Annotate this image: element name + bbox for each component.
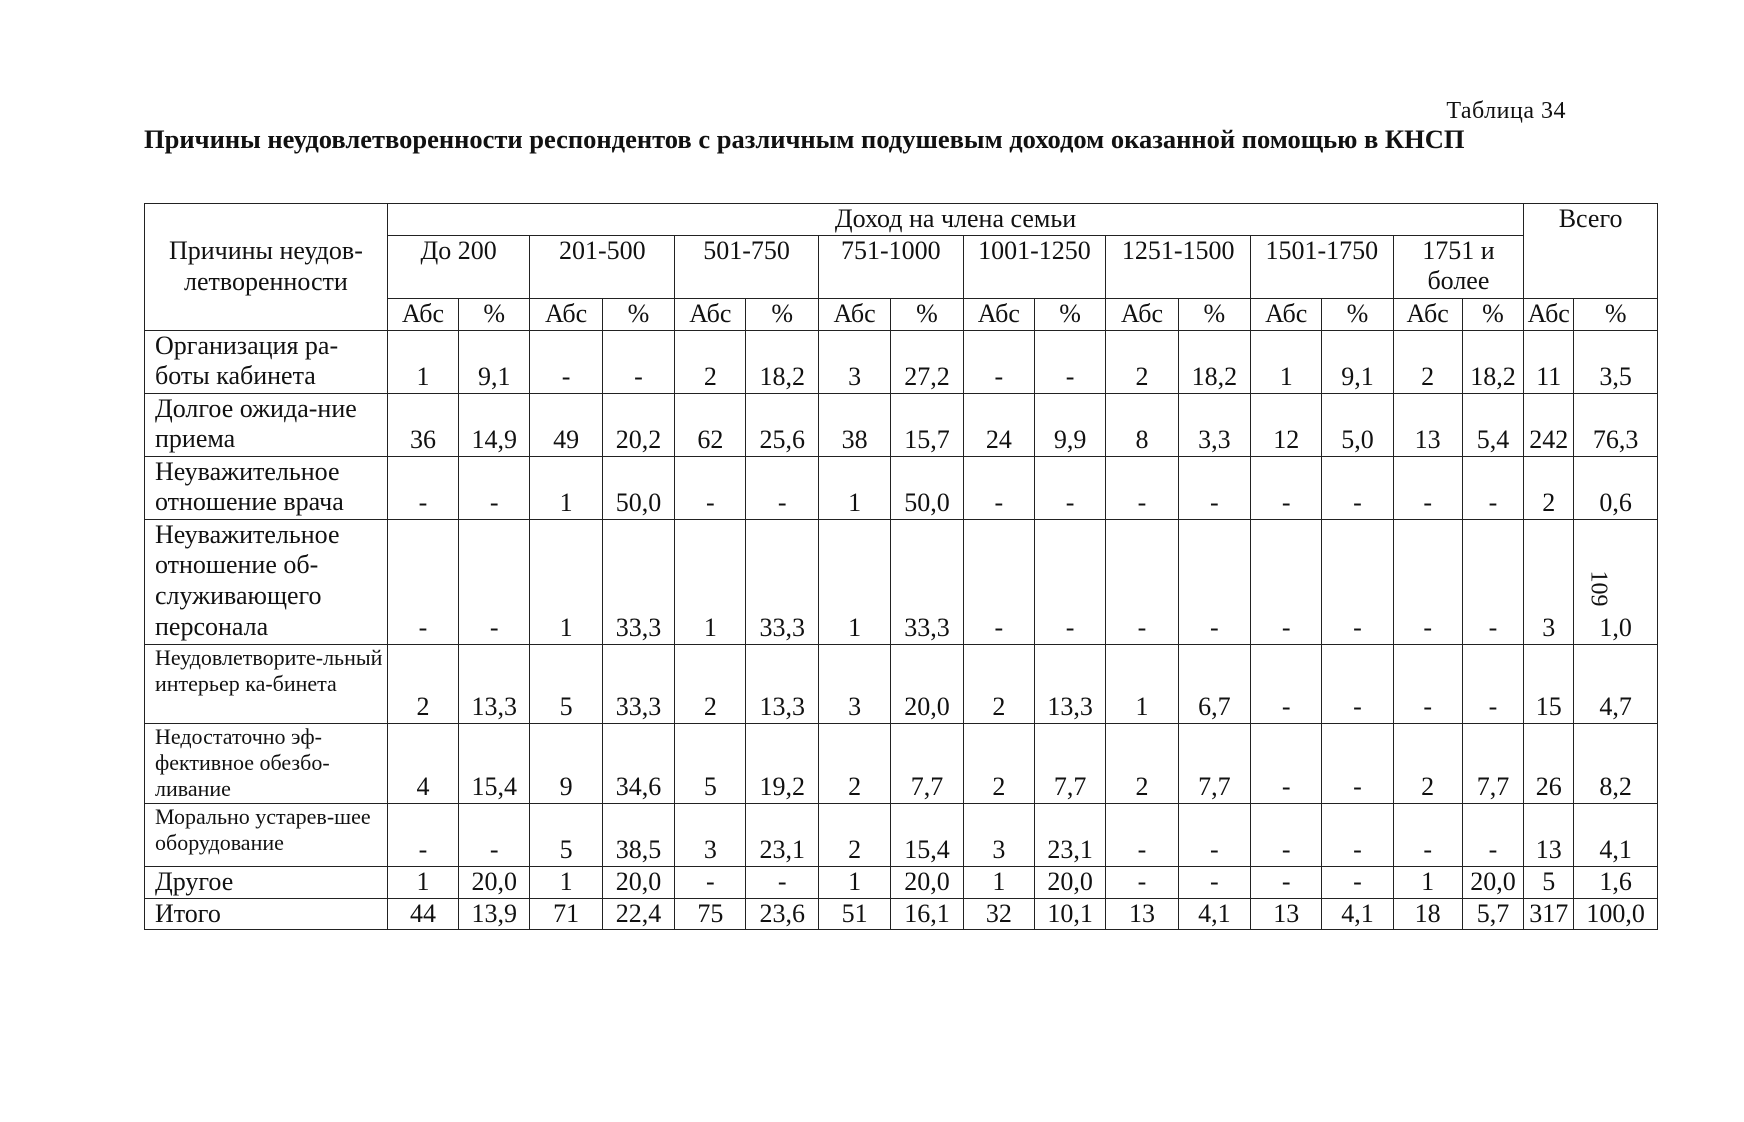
abs-subheader: Абс	[1524, 298, 1574, 330]
abs-value-cell: 11	[1524, 330, 1574, 393]
reason-label: Неуважительное отношение врача	[145, 456, 388, 519]
income-group-header: Доход на члена семьи	[387, 204, 1523, 236]
abs-value-cell: -	[1251, 519, 1322, 644]
percent-value-cell: -	[746, 866, 818, 898]
abs-value-cell: -	[387, 803, 458, 866]
percent-value-cell: 33,3	[746, 519, 818, 644]
percent-value-cell: -	[1178, 456, 1250, 519]
percent-value-cell: -	[1034, 519, 1105, 644]
abs-value-cell: 5	[530, 644, 602, 723]
abs-subheader: Абс	[1251, 298, 1322, 330]
percent-value-cell: 9,9	[1034, 393, 1105, 456]
percent-value-cell: 50,0	[602, 456, 674, 519]
income-group-label: 501-750	[675, 235, 819, 298]
percent-value-cell: 20,0	[459, 866, 530, 898]
abs-value-cell: 1	[963, 866, 1034, 898]
table-row	[145, 803, 1658, 866]
reason-label: Морально устарев-шее оборудование	[145, 803, 388, 866]
abs-value-cell: 5	[675, 723, 746, 803]
abs-value-cell: -	[963, 519, 1034, 644]
income-group-label: 1501-1750	[1251, 235, 1394, 298]
percent-value-cell: 20,0	[602, 866, 674, 898]
percent-value-cell: 20,2	[602, 393, 674, 456]
percent-value-cell: -	[1322, 456, 1393, 519]
percent-value-cell: -	[459, 456, 530, 519]
income-group-label: 1001-1250	[963, 235, 1106, 298]
abs-value-cell: -	[1251, 866, 1322, 898]
total-row	[145, 898, 1658, 930]
reason-label: Организация ра-боты кабинета	[145, 330, 388, 393]
percent-value-cell: 15,4	[891, 803, 963, 866]
percent-value-cell: -	[1178, 519, 1250, 644]
percent-value-cell: 16,1	[891, 898, 963, 930]
table-row	[145, 393, 1658, 456]
percent-value-cell: 9,1	[1322, 330, 1393, 393]
abs-subheader: Абс	[387, 298, 458, 330]
percent-subheader: %	[891, 298, 963, 330]
percent-subheader: %	[1034, 298, 1105, 330]
abs-value-cell: 1	[387, 330, 458, 393]
percent-value-cell: -	[1462, 456, 1523, 519]
abs-value-cell: 13	[1393, 393, 1462, 456]
percent-subheader: %	[1574, 298, 1658, 330]
abs-subheader: Абс	[1106, 298, 1178, 330]
percent-value-cell: 14,9	[459, 393, 530, 456]
percent-value-cell: 22,4	[602, 898, 674, 930]
abs-value-cell: 2	[818, 723, 890, 803]
table-row	[145, 723, 1658, 803]
percent-value-cell: 1,6	[1574, 866, 1658, 898]
percent-value-cell: -	[459, 519, 530, 644]
percent-value-cell: -	[1322, 644, 1393, 723]
abs-value-cell: 1	[530, 519, 602, 644]
percent-value-cell: 3,5	[1574, 330, 1658, 393]
reason-label: Итого	[145, 898, 388, 930]
percent-value-cell: -	[1322, 866, 1393, 898]
abs-value-cell: 3	[818, 330, 890, 393]
percent-value-cell: 34,6	[602, 723, 674, 803]
abs-value-cell: 24	[963, 393, 1034, 456]
percent-value-cell: 5,0	[1322, 393, 1393, 456]
total-column-header: Всего	[1524, 204, 1658, 299]
percent-value-cell: -	[1462, 644, 1523, 723]
table-row	[145, 330, 1658, 393]
reason-column-header: Причины неудов-летворенности	[145, 204, 388, 331]
table-title: Причины неудовлетворенности респондентов с различным подушевым доходом оказанной помощью в КНСП	[144, 124, 1465, 154]
percent-value-cell: 76,3	[1574, 393, 1658, 456]
percent-subheader: %	[1462, 298, 1523, 330]
percent-value-cell: 6,7	[1178, 644, 1250, 723]
percent-value-cell: 20,0	[891, 644, 963, 723]
percent-value-cell: 7,7	[891, 723, 963, 803]
percent-value-cell: 19,2	[746, 723, 818, 803]
table-row	[145, 866, 1658, 898]
percent-value-cell: 1,0	[1574, 519, 1658, 644]
percent-value-cell: 3,3	[1178, 393, 1250, 456]
abs-value-cell: 62	[675, 393, 746, 456]
abs-value-cell: 5	[530, 803, 602, 866]
abs-value-cell: 2	[963, 644, 1034, 723]
abs-value-cell: 4	[387, 723, 458, 803]
percent-value-cell: 0,6	[1574, 456, 1658, 519]
abs-value-cell: 2	[1393, 723, 1462, 803]
abs-value-cell: -	[1251, 723, 1322, 803]
abs-value-cell: -	[1251, 456, 1322, 519]
reason-label: Неуважительное отношение об-служивающего персонала	[145, 519, 388, 644]
abs-value-cell: 242	[1524, 393, 1574, 456]
percent-value-cell: -	[1322, 519, 1393, 644]
percent-value-cell: 4,7	[1574, 644, 1658, 723]
abs-value-cell: 5	[1524, 866, 1574, 898]
percent-subheader: %	[602, 298, 674, 330]
percent-value-cell: 20,0	[1034, 866, 1105, 898]
percent-value-cell: 15,7	[891, 393, 963, 456]
abs-value-cell: 2	[387, 644, 458, 723]
abs-value-cell: 3	[963, 803, 1034, 866]
table-row	[145, 644, 1658, 723]
percent-value-cell: 33,3	[891, 519, 963, 644]
data-table	[144, 203, 1658, 930]
abs-value-cell: 9	[530, 723, 602, 803]
percent-value-cell: 13,3	[1034, 644, 1105, 723]
abs-value-cell: 2	[1106, 723, 1178, 803]
abs-value-cell: -	[387, 519, 458, 644]
percent-value-cell: -	[1034, 456, 1105, 519]
percent-value-cell: 4,1	[1322, 898, 1393, 930]
abs-value-cell: -	[1106, 803, 1178, 866]
abs-value-cell: -	[530, 330, 602, 393]
percent-value-cell: 18,2	[1178, 330, 1250, 393]
abs-value-cell: 2	[675, 330, 746, 393]
abs-value-cell: 12	[1251, 393, 1322, 456]
percent-value-cell: -	[459, 803, 530, 866]
abs-value-cell: 3	[1524, 519, 1574, 644]
percent-value-cell: -	[1178, 803, 1250, 866]
abs-value-cell: 18	[1393, 898, 1462, 930]
percent-value-cell: -	[1322, 723, 1393, 803]
abs-value-cell: 26	[1524, 723, 1574, 803]
abs-value-cell: 49	[530, 393, 602, 456]
abs-value-cell: 1	[530, 866, 602, 898]
abs-value-cell: 1	[818, 519, 890, 644]
abs-value-cell: -	[1106, 456, 1178, 519]
percent-subheader: %	[746, 298, 818, 330]
abs-value-cell: 2	[963, 723, 1034, 803]
percent-subheader: %	[459, 298, 530, 330]
reason-label: Долгое ожида-ние приема	[145, 393, 388, 456]
abs-value-cell: 2	[1393, 330, 1462, 393]
abs-value-cell: 3	[675, 803, 746, 866]
abs-value-cell: 15	[1524, 644, 1574, 723]
abs-value-cell: 75	[675, 898, 746, 930]
percent-value-cell: 23,6	[746, 898, 818, 930]
abs-value-cell: 36	[387, 393, 458, 456]
percent-value-cell: 4,1	[1178, 898, 1250, 930]
abs-value-cell: -	[1251, 803, 1322, 866]
abs-value-cell: -	[1393, 519, 1462, 644]
abs-subheader: Абс	[675, 298, 746, 330]
abs-value-cell: 1	[675, 519, 746, 644]
percent-value-cell: -	[1178, 866, 1250, 898]
percent-value-cell: -	[1462, 519, 1523, 644]
abs-value-cell: 32	[963, 898, 1034, 930]
abs-value-cell: -	[675, 866, 746, 898]
table-row	[145, 456, 1658, 519]
percent-value-cell: 5,7	[1462, 898, 1523, 930]
abs-value-cell: 1	[818, 866, 890, 898]
abs-value-cell: -	[1251, 644, 1322, 723]
abs-value-cell: 1	[387, 866, 458, 898]
abs-value-cell: -	[1106, 519, 1178, 644]
reason-label: Недостаточно эф-фективное обезбо-ливание	[145, 723, 388, 803]
abs-value-cell: 38	[818, 393, 890, 456]
abs-value-cell: -	[963, 456, 1034, 519]
percent-value-cell: 33,3	[602, 519, 674, 644]
abs-value-cell: -	[1106, 866, 1178, 898]
percent-value-cell: 20,0	[891, 866, 963, 898]
abs-value-cell: 2	[675, 644, 746, 723]
percent-value-cell: 4,1	[1574, 803, 1658, 866]
percent-value-cell: 5,4	[1462, 393, 1523, 456]
percent-value-cell: -	[1462, 803, 1523, 866]
percent-value-cell: 7,7	[1462, 723, 1523, 803]
abs-value-cell: 71	[530, 898, 602, 930]
abs-value-cell: 1	[818, 456, 890, 519]
percent-value-cell: 9,1	[459, 330, 530, 393]
abs-value-cell: 2	[1106, 330, 1178, 393]
page-number: 109	[1585, 570, 1612, 607]
reason-label: Неудовлетворите-льный интерьер ка-бинета	[145, 644, 388, 723]
abs-value-cell: 51	[818, 898, 890, 930]
percent-value-cell: 25,6	[746, 393, 818, 456]
abs-subheader: Абс	[818, 298, 890, 330]
abs-value-cell: 1	[1393, 866, 1462, 898]
abs-value-cell: -	[675, 456, 746, 519]
abs-value-cell: -	[1393, 803, 1462, 866]
table-number: Таблица 34	[1446, 98, 1566, 124]
abs-value-cell: 1	[530, 456, 602, 519]
percent-value-cell: 10,1	[1034, 898, 1105, 930]
percent-value-cell: 13,3	[459, 644, 530, 723]
abs-value-cell: 44	[387, 898, 458, 930]
abs-value-cell: 2	[818, 803, 890, 866]
abs-value-cell: -	[387, 456, 458, 519]
percent-value-cell: 23,1	[1034, 803, 1105, 866]
abs-subheader: Абс	[963, 298, 1034, 330]
abs-subheader: Абс	[530, 298, 602, 330]
percent-value-cell: 7,7	[1034, 723, 1105, 803]
percent-value-cell: 18,2	[1462, 330, 1523, 393]
abs-value-cell: 1	[1251, 330, 1322, 393]
percent-value-cell: 7,7	[1178, 723, 1250, 803]
percent-value-cell: 50,0	[891, 456, 963, 519]
reason-label: Другое	[145, 866, 388, 898]
abs-value-cell: 13	[1106, 898, 1178, 930]
income-group-label: 751-1000	[818, 235, 963, 298]
percent-value-cell: 38,5	[602, 803, 674, 866]
percent-value-cell: 18,2	[746, 330, 818, 393]
percent-value-cell: -	[746, 456, 818, 519]
percent-subheader: %	[1322, 298, 1393, 330]
percent-value-cell: -	[1322, 803, 1393, 866]
percent-value-cell: 15,4	[459, 723, 530, 803]
abs-subheader: Абс	[1393, 298, 1462, 330]
table-row	[145, 519, 1658, 644]
percent-value-cell: 33,3	[602, 644, 674, 723]
abs-value-cell: 317	[1524, 898, 1574, 930]
income-group-label: 1751 и более	[1393, 235, 1524, 298]
abs-value-cell: 1	[1106, 644, 1178, 723]
income-group-label: До 200	[387, 235, 530, 298]
percent-value-cell: 23,1	[746, 803, 818, 866]
abs-value-cell: 2	[1524, 456, 1574, 519]
percent-value-cell: 13,9	[459, 898, 530, 930]
percent-value-cell: 13,3	[746, 644, 818, 723]
percent-value-cell: 27,2	[891, 330, 963, 393]
abs-value-cell: -	[1393, 456, 1462, 519]
abs-value-cell: 8	[1106, 393, 1178, 456]
percent-value-cell: 20,0	[1462, 866, 1523, 898]
abs-value-cell: 13	[1251, 898, 1322, 930]
percent-value-cell: 100,0	[1574, 898, 1658, 930]
income-group-label: 201-500	[530, 235, 675, 298]
abs-value-cell: -	[963, 330, 1034, 393]
abs-value-cell: -	[1393, 644, 1462, 723]
abs-value-cell: 3	[818, 644, 890, 723]
percent-value-cell: 8,2	[1574, 723, 1658, 803]
percent-value-cell: -	[1034, 330, 1105, 393]
percent-value-cell: -	[602, 330, 674, 393]
percent-subheader: %	[1178, 298, 1250, 330]
income-group-label: 1251-1500	[1106, 235, 1251, 298]
abs-value-cell: 13	[1524, 803, 1574, 866]
